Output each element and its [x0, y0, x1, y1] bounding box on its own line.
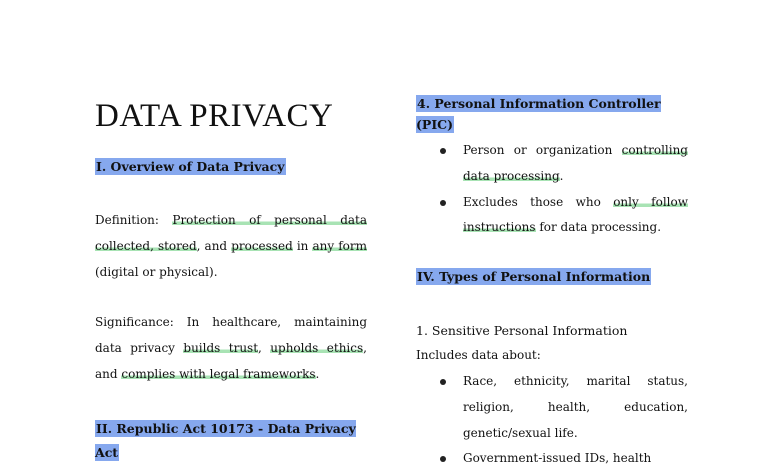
definition-highlight-4: any form	[312, 238, 367, 253]
section-ra10173-heading	[95, 416, 367, 464]
definition-highlight-2: , stored	[150, 238, 197, 253]
pic-heading-text: 4. Personal Information Controller (PIC)	[416, 96, 661, 132]
definition-text-3: (digital or physical).	[95, 264, 218, 279]
significance-end: .	[315, 366, 320, 381]
significance-sep: ,	[258, 341, 271, 356]
definition-text: , and	[196, 238, 232, 253]
definition-text-2: in	[292, 238, 313, 253]
bullet-icon	[440, 456, 446, 462]
list-item	[416, 369, 688, 446]
definition-label: Definition:	[95, 213, 173, 227]
bullet-icon	[440, 148, 446, 154]
sensitive-heading: 1. Sensitive Personal Information	[416, 323, 628, 339]
types-heading-text: IV. Types of Personal Information	[417, 269, 651, 285]
bullet-icon	[440, 200, 446, 206]
section-overview-heading	[95, 156, 367, 177]
sensitive-list	[416, 369, 688, 472]
significance-highlight-1: builds trust	[183, 341, 259, 356]
left-column	[95, 96, 367, 464]
definition-paragraph	[95, 208, 367, 285]
bullet-icon	[440, 379, 446, 385]
definition-highlight-3: processed	[231, 238, 293, 253]
page-title: DATA PRIVACY	[95, 98, 334, 134]
pic-item-text: Person or organization	[463, 143, 622, 157]
list-item	[416, 190, 688, 242]
significance-highlight-3: complies with legal frameworks	[121, 366, 316, 381]
ra10173-heading-text: II. Republic Act 10173 - Data Privacy Act	[95, 420, 356, 460]
section-types-heading	[416, 266, 688, 287]
pic-item-end: for data processing.	[535, 220, 662, 235]
includes-text: Includes data about:	[416, 348, 541, 363]
significance-text: Significance: In healthcare, maintaining data privacy	[95, 315, 367, 356]
pic-heading	[416, 93, 688, 135]
definition-highlight-1: Protection of personal data collected	[95, 213, 368, 253]
significance-paragraph	[95, 310, 367, 387]
pic-item-end: .	[559, 168, 564, 183]
list-item	[416, 138, 688, 190]
overview-heading-text: I. Overview of Data Privacy	[96, 159, 285, 174]
right-column	[416, 93, 688, 472]
sensitive-item-text: Race, ethnicity, marital status, religion, health, education, genetic/sexual life.	[463, 373, 688, 440]
pic-item-highlight: controlling data processing	[463, 143, 688, 183]
significance-highlight-2: upholds ethics	[270, 341, 364, 356]
pic-item-highlight: only follow instructions	[463, 194, 688, 235]
pic-list	[416, 138, 688, 241]
significance-sep-2: , and	[95, 341, 367, 381]
list-item	[416, 446, 688, 472]
pic-item-text: Excludes those who	[463, 194, 614, 209]
sensitive-item-text: Government-issued IDs, health	[463, 451, 652, 466]
